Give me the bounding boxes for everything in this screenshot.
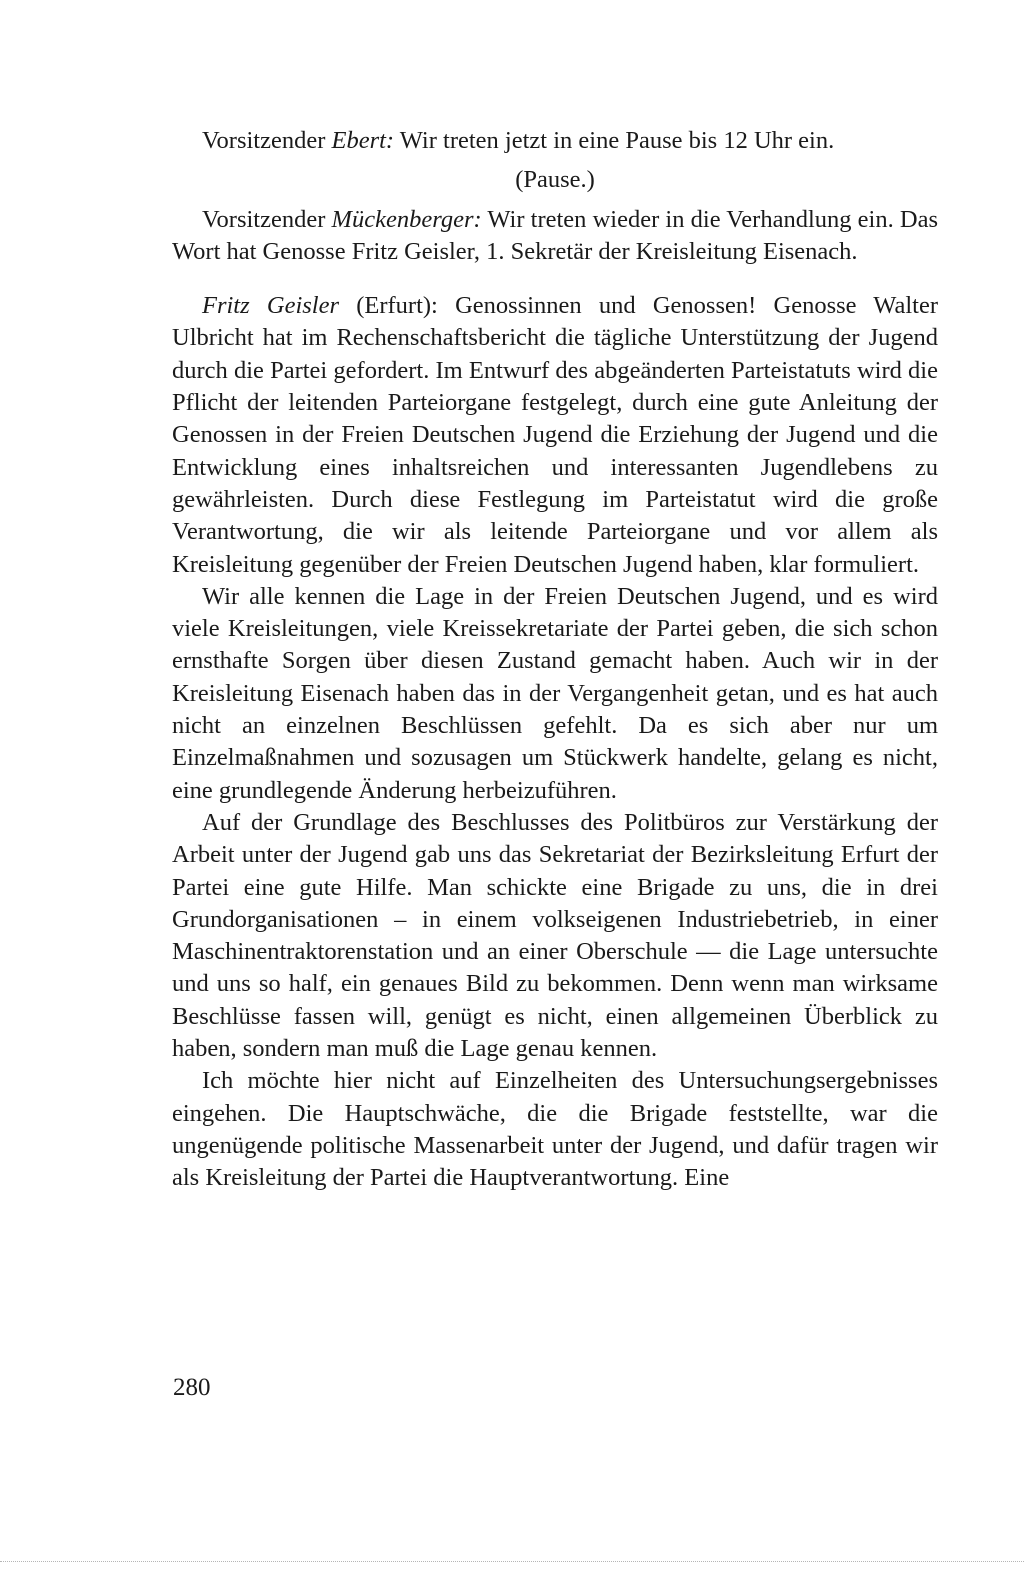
speaker-name: Ebert: [331,127,395,154]
paragraph-text: Ich möchte hier nicht auf Einzelheiten des Untersuchungsergebnisses eingehen. Die Hauptschwäche, die die Brigade feststellte, war die ungenügende politische Massenarbeit unter der Jugend, und dafür tragen wir als Kreisleitung der Partei die Hauptverantwortung. Eine [172,1067,938,1192]
paragraph-text: (Erfurt): Genossinnen und Genossen! Genosse Walter Ulbricht hat im Rechenschaftsbericht die tägliche Unterstützung der Jugend durch die Partei gefordert. Im Entwurf des abgeänderten Parteistatuts wird die Pflicht der leitenden Parteiorgane festgelegt, durch eine gute Anleitung der Genossen in der Freien Deutschen Jugend die Erziehung der Jugend und die Entwicklung eines inhaltsreichen und interessanten Jugendlebens zu gewährleisten. Durch diese Festlegung im Parteistatut wird die große Verantwortung, die wir als leitende Parteiorgane und vor allem als Kreisleitung gegenüber der Freien Deutschen Jugend haben, klar formuliert. [172,292,938,578]
speaker-name: Fritz Geisler [202,292,340,320]
paragraph-einzelheiten [172,1065,938,1194]
paragraph-geisler-intro [172,290,938,581]
paragraph-grundlage [172,807,938,1065]
paragraph-ebert [172,125,938,157]
paragraph-text: Wir treten wieder in die Verhandlung ein. Das Wort hat Genosse Fritz Geisler, 1. Sekretär der Kreisleitung Eisenach. [172,205,938,265]
paragraph-text: (Pause.) [515,166,595,194]
paragraph-text: Wir treten jetzt in eine Pause bis 12 Uhr ein. [394,127,835,154]
paragraph-text: Wir alle kennen die Lage in der Freien Deutschen Jugend, und es wird viele Kreisleitungen, viele Kreissekretariate der Partei geben, die sich schon ernsthafte Sorgen über diesen Zustand gemacht haben. Auch wir in der Kreisleitung Eisenach haben das in der Vergangenheit getan, und es hat auch nicht an einzelnen Beschlüssen gefehlt. Da es sich aber nur um Einzelmaßnahmen und sozusagen um Stückwerk handelte, gelang es nicht, eine grundlegende Änderung herbeizuführen. [172,582,938,804]
document-body [172,125,938,1195]
paragraph-lage [172,581,938,807]
paragraph-mueckenberger [172,204,938,269]
speaker-name: Mückenberger: [331,205,482,233]
bottom-edge-rule [0,1561,1024,1562]
paragraph-text: Auf der Grundlage des Beschlusses des Politbüros zur Verstärkung der Arbeit unter der Jugend gab uns das Sekretariat der Bezirksleitung Erfurt der Partei eine gute Hilfe. Man schickte eine Brigade zu uns, die in drei Grundorganisationen – in einem volkseigenen Industriebetrieb, in einer Maschinentraktorenstation und an einer Oberschule — die Lage untersuchte und uns so half, ein genaues Bild zu bekommen. Denn wenn man wirksame Beschlüsse fassen will, genügt es nicht, einen allgemeinen Überblick zu haben, sondern man muß die Lage genau kennen. [172,808,938,1063]
speaker-label: Vorsitzender [202,127,332,154]
speaker-label: Vorsitzender [202,205,332,233]
page-number: 280 [173,1374,211,1401]
paragraph-pause [172,164,938,196]
